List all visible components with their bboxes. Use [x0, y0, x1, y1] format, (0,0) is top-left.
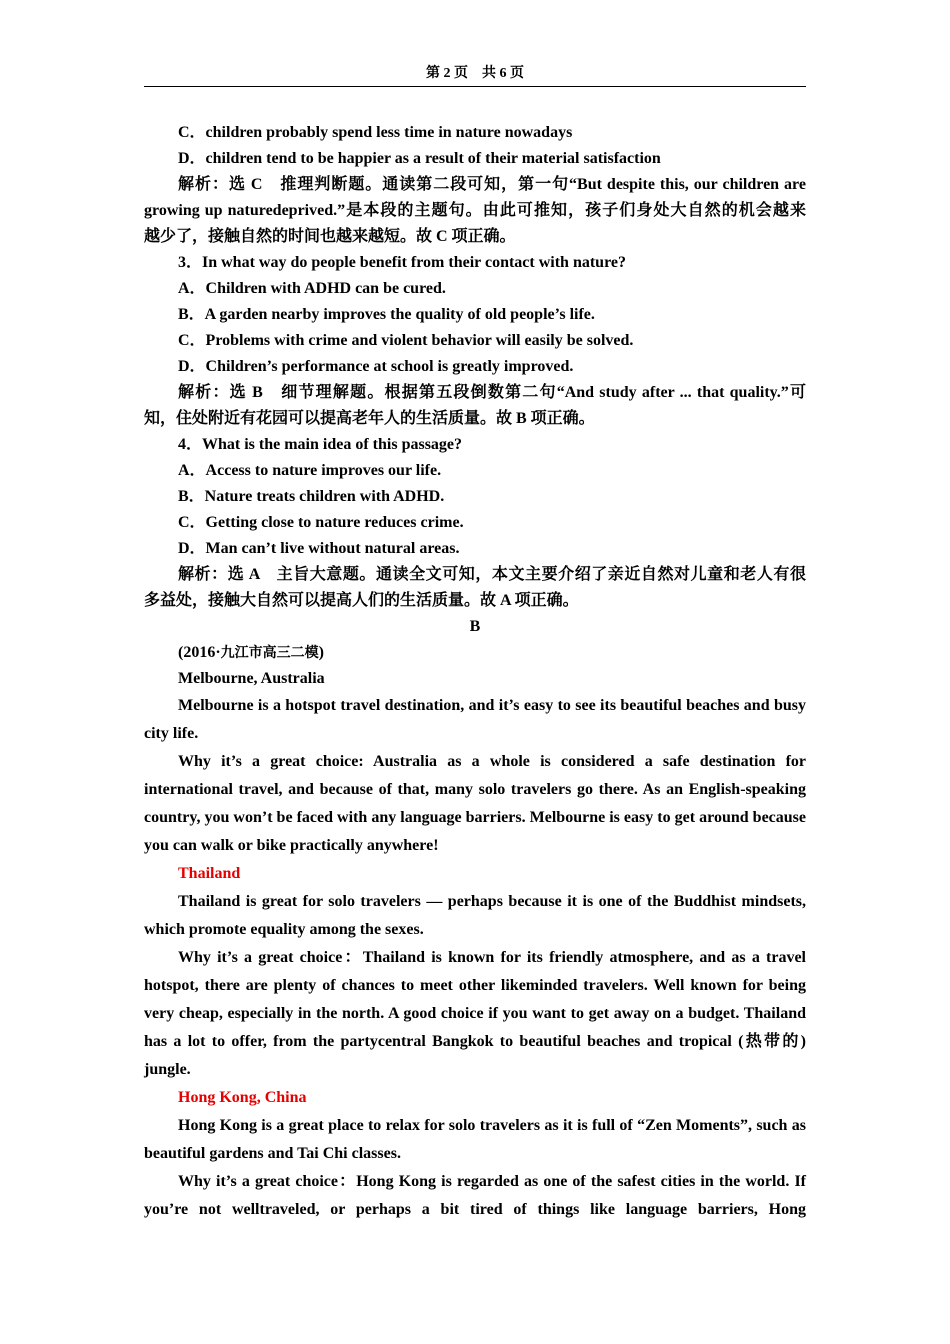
- analysis-2-line-2: growing up naturedeprived.”是本段的主题句。由此可推知，孩子们身处大自然的机会越来: [144, 202, 806, 219]
- melbourne-paragraph-2: Why it’s a great choice: Australia as a whole is considered a safe destination for international travel, and because of that, many solo travelers go there. As an English-speaking country, you won’t be faced with any language barriers. Melbourne is easy to get around because you can walk or bike practically anywhere!: [144, 753, 806, 854]
- section-b-heading: B: [469, 618, 481, 635]
- source-note: (2016·九江市高三二模): [178, 644, 324, 661]
- analysis-label: 解析：: [178, 176, 229, 193]
- analysis-label: 解析：: [178, 384, 230, 401]
- question-4: 4．What is the main idea of this passage?: [178, 436, 463, 453]
- page-header: [144, 64, 806, 87]
- page-number: 第 2 页 共 6 页: [426, 66, 524, 81]
- document-body: [144, 120, 806, 1224]
- analysis-3-line-1: 解析：选 B 细节理解题。根据第五段倒数第二句“And study after ... that quality.”可: [178, 384, 806, 401]
- question-3: 3．In what way do people benefit from their contact with nature?: [178, 254, 626, 271]
- hongkong-title: Hong Kong, China: [178, 1089, 307, 1106]
- option-3b: B．A garden nearby improves the quality of old people’s life.: [178, 306, 595, 323]
- analysis-4-line-1: 解析：选 A 主旨大意题。通读全文可知，本文主要介绍了亲近自然对儿童和老人有很: [178, 566, 806, 583]
- option-3d: D．Children’s performance at school is greatly improved.: [178, 358, 574, 375]
- option-4a: A．Access to nature improves our life.: [178, 462, 442, 479]
- option-4d: D．Man can’t live without natural areas.: [178, 540, 460, 557]
- analysis-label: 解析：: [178, 566, 228, 583]
- analysis-2-line-1: 解析：选 C 推理判断题。通读第二段可知，第一句“But despite this, our children are: [178, 176, 806, 193]
- melbourne-title: Melbourne, Australia: [178, 670, 325, 687]
- melbourne-paragraph-1: Melbourne is a hotspot travel destination, and it’s easy to see its beautiful beaches and busy city life.: [144, 697, 806, 742]
- option-3c: C．Problems with crime and violent behavior will easily be solved.: [178, 332, 634, 349]
- analysis-4-line-2: 多益处，接触大自然可以提高人们的生活质量。故 A 项正确。: [144, 592, 579, 609]
- option-4c: C．Getting close to nature reduces crime.: [178, 514, 464, 531]
- option-3a: A．Children with ADHD can be cured.: [178, 280, 446, 297]
- option-2d: D．children tend to be happier as a result of their material satisfaction: [178, 150, 661, 167]
- thailand-title: Thailand: [178, 865, 241, 882]
- hongkong-paragraph-2: Why it’s a great choice：Hong Kong is regarded as one of the safest cities in the world. If you’re not welltraveled, or perhaps a bit tired of things like language barriers, Hong: [144, 1173, 806, 1218]
- option-2c: C．children probably spend less time in nature nowadays: [178, 124, 573, 141]
- analysis-2-line-3: 越少了，接触自然的时间也越来越短。故 C 项正确。: [144, 228, 516, 245]
- option-4b: B．Nature treats children with ADHD.: [178, 488, 445, 505]
- thailand-paragraph-1: Thailand is great for solo travelers — perhaps because it is one of the Buddhist mindsets, which promote equality among the sexes.: [144, 893, 806, 938]
- hongkong-paragraph-1: Hong Kong is a great place to relax for solo travelers as it is full of “Zen Moments”, such as beautiful gardens and Tai Chi classes.: [144, 1117, 806, 1162]
- analysis-3-line-2: 知，住处附近有花园可以提高老年人的生活质量。故 B 项正确。: [144, 410, 595, 427]
- thailand-paragraph-2: Why it’s a great choice：Thailand is known for its friendly atmosphere, and as a travel hotspot, there are plenty of chances to meet other likeminded travelers. Well known for being very cheap, especially in the north. A good choice if you want to get away on a budget. Thailand has a lot to offer, from the partycentral Bangkok to beautiful beaches and tropical (热带的) jungle.: [144, 949, 806, 1078]
